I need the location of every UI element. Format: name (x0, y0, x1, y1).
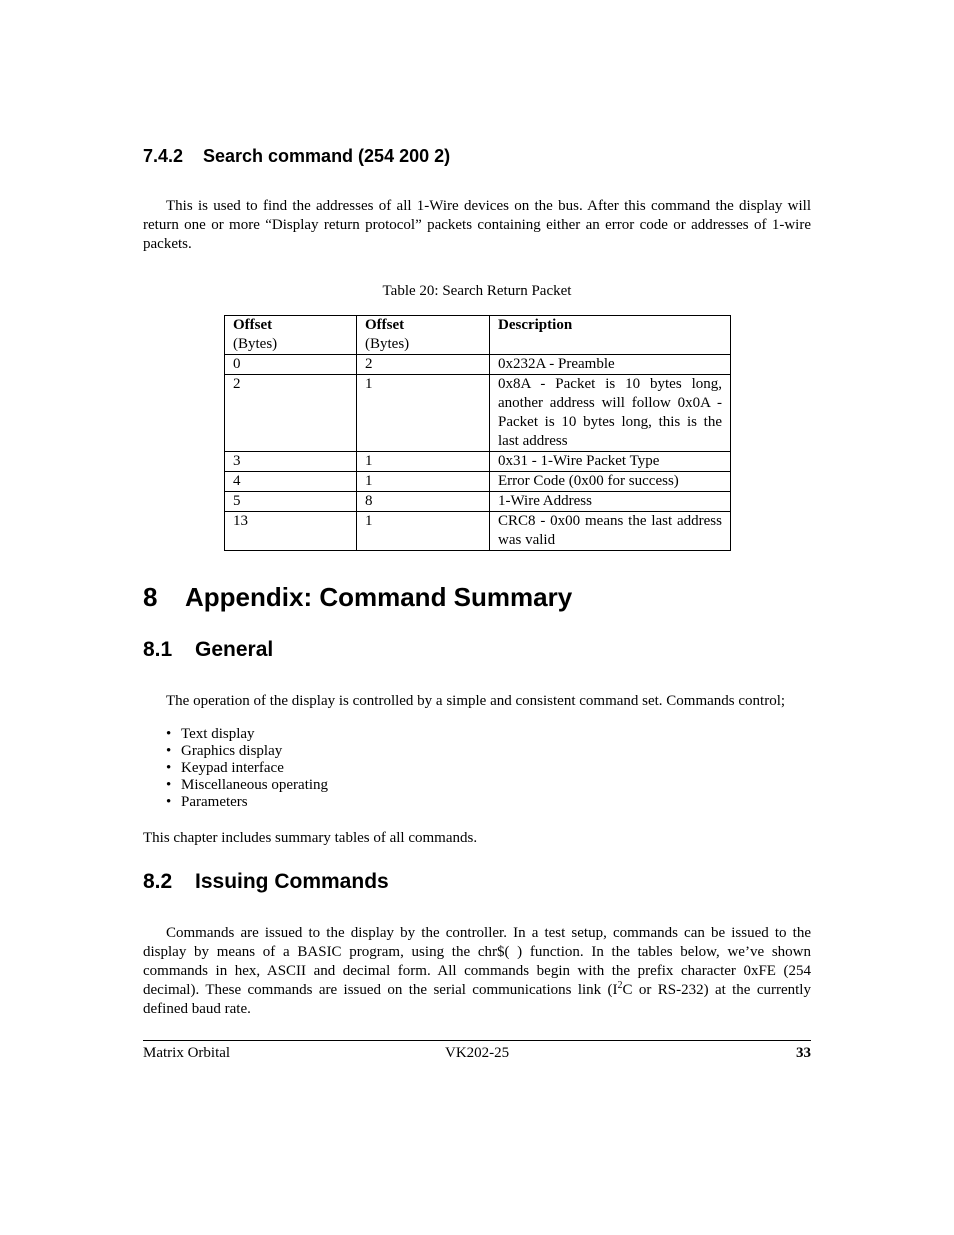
table-cell: 3 (225, 452, 357, 472)
list-item (166, 726, 328, 743)
list-item (166, 794, 328, 811)
section-8-1-heading (143, 638, 273, 662)
page-number: 33 (796, 1045, 811, 1061)
bullet-icon: • (166, 777, 172, 793)
list-item-text: Miscellaneous operating (181, 777, 329, 793)
list-item (166, 760, 328, 777)
bullet-icon: • (166, 726, 172, 742)
command-categories-list (166, 726, 328, 811)
table-row (225, 492, 731, 512)
table-cell: 0 (225, 355, 357, 375)
header-cell (225, 316, 357, 355)
section-number: 8 (143, 582, 158, 612)
header-cell (357, 316, 490, 355)
header-sublabel: (Bytes) (365, 336, 410, 352)
paragraph-text: C or RS-232) at the currently defined baud rate. (143, 982, 811, 1017)
table-caption: Table 20: Search Return Packet (382, 283, 572, 299)
section-title: Issuing Commands (195, 870, 389, 893)
table-row (225, 512, 731, 551)
table-cell: 5 (225, 492, 357, 512)
section-number: 8.2 (143, 870, 173, 893)
section-number: 7.4.2 (143, 146, 184, 166)
table-cell: 2 (225, 375, 357, 452)
list-item-text: Parameters (181, 794, 248, 810)
footer-rule (143, 1040, 811, 1041)
section-8-2-heading (143, 870, 389, 894)
table-row (225, 355, 731, 375)
bullet-icon: • (166, 760, 172, 776)
search-return-packet-table (224, 315, 731, 551)
table-cell: 1 (357, 452, 490, 472)
table-cell: Error Code (0x00 for success) (490, 472, 731, 492)
search-command-paragraph: This is used to find the addresses of all 1-Wire devices on the bus. After this command the display will return one or more “Display return protocol” packets containing either an error code or addresses of 1-wire packets. (143, 198, 811, 252)
header-cell (490, 316, 731, 355)
general-paragraph: The operation of the display is controlled by a simple and consistent command set. Commands control; (166, 693, 786, 709)
table-cell: 1-Wire Address (490, 492, 731, 512)
header-label: Offset (365, 317, 405, 333)
table-cell: CRC8 - 0x00 means the last address was valid (490, 512, 731, 551)
header-label: Offset (233, 317, 273, 333)
table-cell: 1 (357, 512, 490, 551)
header-sublabel: (Bytes) (233, 336, 278, 352)
section-7-4-2-heading (143, 146, 450, 167)
issuing-commands-paragraph (143, 924, 811, 1019)
section-title: Appendix: Command Summary (185, 582, 573, 612)
table-cell: 2 (357, 355, 490, 375)
table-cell: 1 (357, 472, 490, 492)
table-cell: 8 (357, 492, 490, 512)
section-8-heading (143, 582, 572, 613)
table-row (225, 472, 731, 492)
paragraph-text: Commands are issued to the display by the controller. In a test setup, commands can be issued to the display by means of a BASIC program, using the chr$( ) function. In the tables below, we’ve shown commands in hex, ASCII and decimal form. All commands begin with the prefix character 0xFE (254 decimal). These commands are issued on the serial communications link (I (143, 925, 811, 998)
page-footer (143, 1045, 811, 1065)
list-item-text: Text display (181, 726, 255, 742)
table-cell: 0x31 - 1-Wire Packet Type (490, 452, 731, 472)
bullet-icon: • (166, 743, 172, 759)
list-item-text: Graphics display (181, 743, 283, 759)
footer-company: Matrix Orbital (143, 1045, 231, 1061)
list-item (166, 743, 328, 760)
section-title: General (195, 638, 274, 661)
list-item-text: Keypad interface (181, 760, 284, 776)
table-cell: 13 (225, 512, 357, 551)
header-label: Description (498, 317, 573, 333)
table-cell: 4 (225, 472, 357, 492)
list-item (166, 777, 328, 794)
summary-paragraph: This chapter includes summary tables of all commands. (143, 830, 478, 846)
superscript: 2 (617, 980, 623, 991)
footer-model: VK202-25 (445, 1045, 510, 1061)
table-cell: 1 (357, 375, 490, 452)
table-cell: 0x232A - Preamble (490, 355, 731, 375)
section-title: Search command (254 200 2) (203, 146, 451, 166)
section-number: 8.1 (143, 638, 173, 661)
bullet-icon: • (166, 794, 172, 810)
table-cell: 0x8A - Packet is 10 bytes long, another address will follow 0x0A - Packet is 10 bytes long, this is the last address (490, 375, 731, 452)
table-header-row (225, 316, 731, 355)
table-row (225, 375, 731, 452)
table-row (225, 452, 731, 472)
